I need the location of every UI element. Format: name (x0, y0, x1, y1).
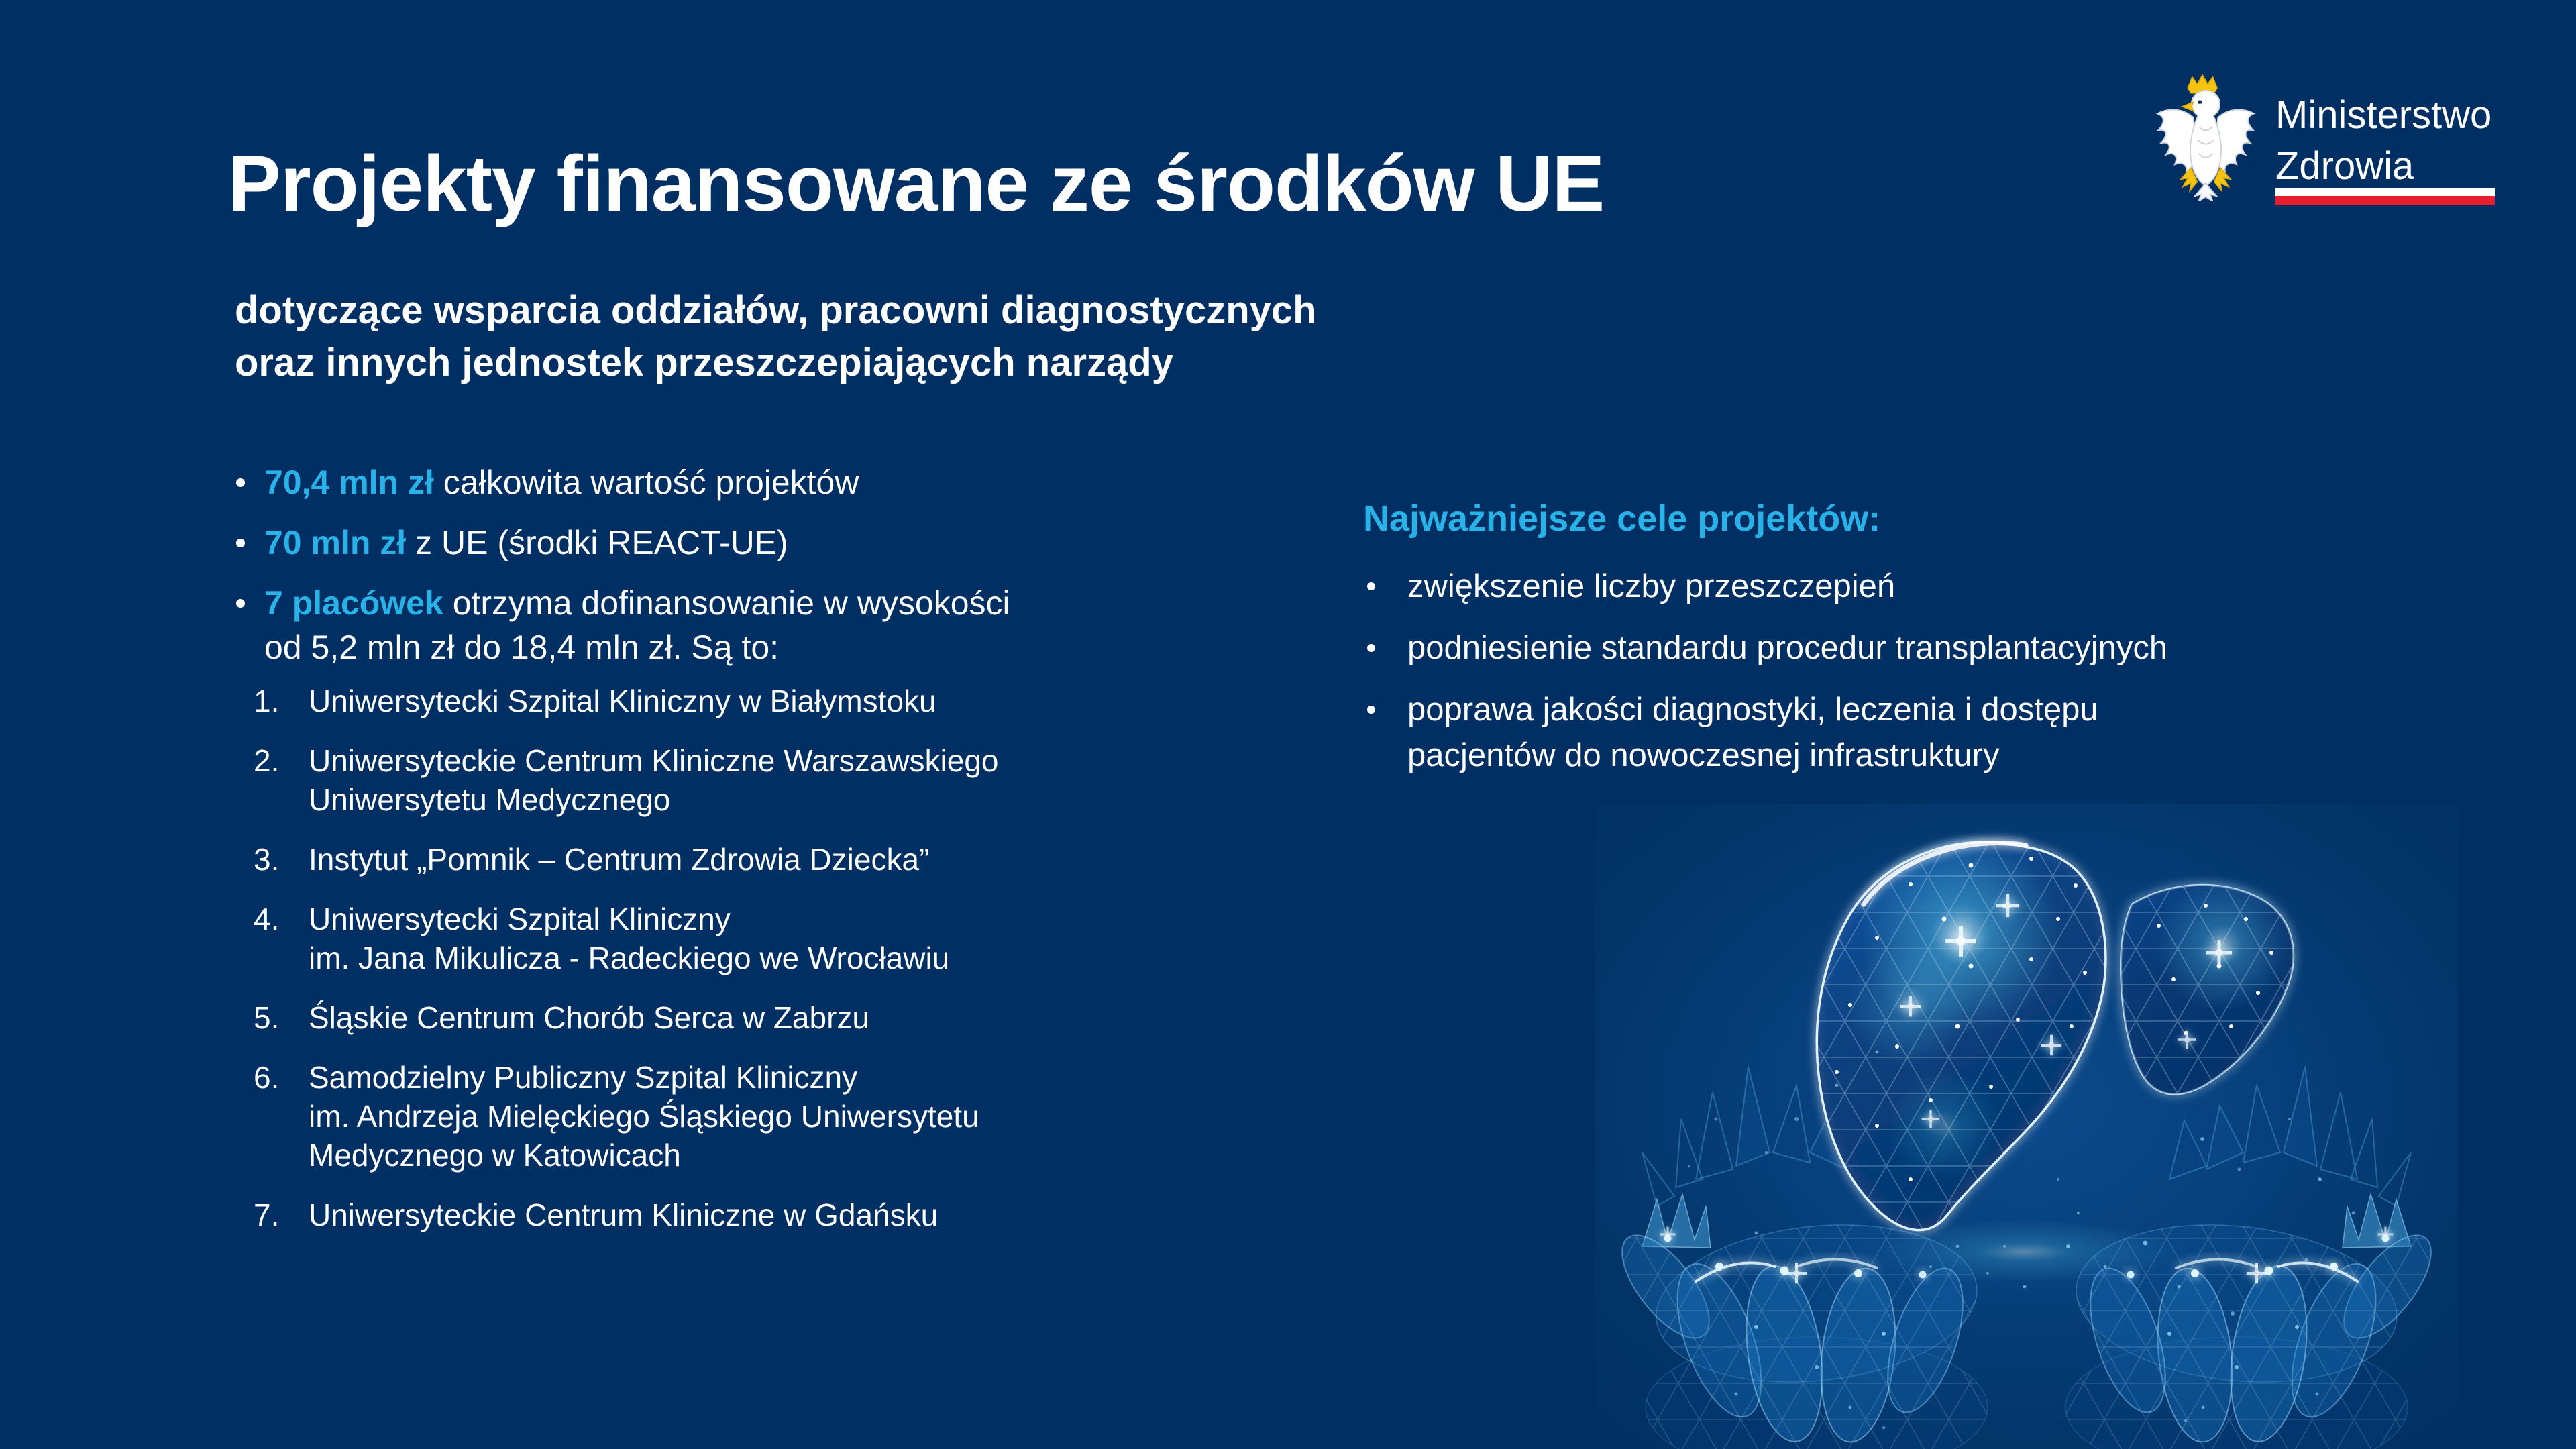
flag-white-stripe (2275, 188, 2495, 196)
goal-line: podniesienie standardu procedur transplantacyjnych (1407, 630, 2168, 666)
facility-number: 5. (254, 1000, 280, 1035)
ministry-name-line: Zdrowia (2275, 144, 2414, 188)
facility-number: 1. (254, 684, 280, 718)
facility-line: Uniwersytecki Szpital Kliniczny (309, 902, 731, 936)
subtitle-line: dotyczące wsparcia oddziałów, pracowni diagnostycznych (235, 288, 1317, 332)
fact-text: otrzyma dofinansowanie w wysokości (452, 584, 1010, 622)
facility-list-item (254, 840, 999, 879)
facility-list-item (254, 1058, 999, 1175)
liver-hands-illustration (1595, 804, 2458, 1449)
goal-item (1363, 564, 2167, 609)
facility-number: 6. (254, 1060, 280, 1095)
facility-list-item (254, 741, 999, 819)
facility-line: Samodzielny Publiczny Szpital Kliniczny (309, 1060, 858, 1095)
facility-line: Uniwersyteckie Centrum Kliniczne Warszawskiego (309, 743, 999, 778)
fact-highlight: 70 mln zł (264, 524, 407, 561)
facility-list-item (254, 682, 999, 720)
facility-line: im. Jana Mikulicza - Radeckiego we Wrocławiu (309, 941, 950, 975)
flag-red-stripe (2275, 196, 2495, 205)
fact-text: całkowita wartość projektów (443, 464, 859, 501)
goal-line: poprawa jakości diagnostyki, leczenia i dostępu (1407, 692, 2098, 728)
key-facts-list (236, 460, 1010, 686)
fact-highlight: 7 placówek (264, 584, 443, 622)
fact-item (236, 460, 1010, 504)
goal-line: zwiększenie liczby przeszczepień (1407, 568, 1896, 604)
facility-line: Śląskie Centrum Chorób Serca w Zabrzu (309, 1000, 869, 1035)
page-title: Projekty finansowane ze środków UE (228, 140, 1605, 228)
facility-line: im. Andrzeja Mielęckiego Śląskiego Uniwersytetu (309, 1099, 979, 1134)
facility-number: 4. (254, 902, 280, 936)
facility-list (254, 682, 999, 1255)
fact-item (236, 581, 1010, 669)
facility-line: Uniwersyteckie Centrum Kliniczne w Gdańsku (309, 1197, 938, 1232)
facility-list-item (254, 998, 999, 1037)
facility-list-item (254, 1195, 999, 1234)
page-subtitle (235, 284, 1317, 389)
facility-number: 3. (254, 842, 280, 877)
poland-flag-bar (2275, 188, 2495, 205)
polish-eagle-coat-of-arms-icon (2149, 72, 2262, 201)
goal-item (1363, 687, 2167, 778)
fact-item (236, 521, 1010, 565)
fact-text: z UE (środki REACT-UE) (415, 524, 788, 561)
goal-line: pacjentów do nowoczesnej infrastruktury (1407, 737, 2000, 773)
facility-line: Uniwersytetu Medycznego (309, 782, 671, 817)
goals-heading: Najważniejsze cele projektów: (1363, 498, 1881, 539)
ministry-name-line: Ministerstwo (2275, 93, 2492, 137)
subtitle-line: oraz innych jednostek przeszczepiających narządy (235, 341, 1173, 384)
facility-line: Instytut „Pomnik – Centrum Zdrowia Dziecka” (309, 842, 930, 877)
facility-number: 7. (254, 1197, 280, 1232)
facility-number: 2. (254, 743, 280, 778)
project-goals-section (1363, 496, 2167, 794)
facility-list-item (254, 900, 999, 977)
fact-highlight: 70,4 mln zł (264, 464, 434, 501)
facility-line: Uniwersytecki Szpital Kliniczny w Białymstoku (309, 684, 936, 718)
fact-text-line2: od 5,2 mln zł do 18,4 mln zł. Są to: (264, 629, 780, 666)
goal-item (1363, 625, 2167, 671)
facility-line: Medycznego w Katowicach (309, 1138, 681, 1173)
ministry-name (2275, 90, 2491, 192)
